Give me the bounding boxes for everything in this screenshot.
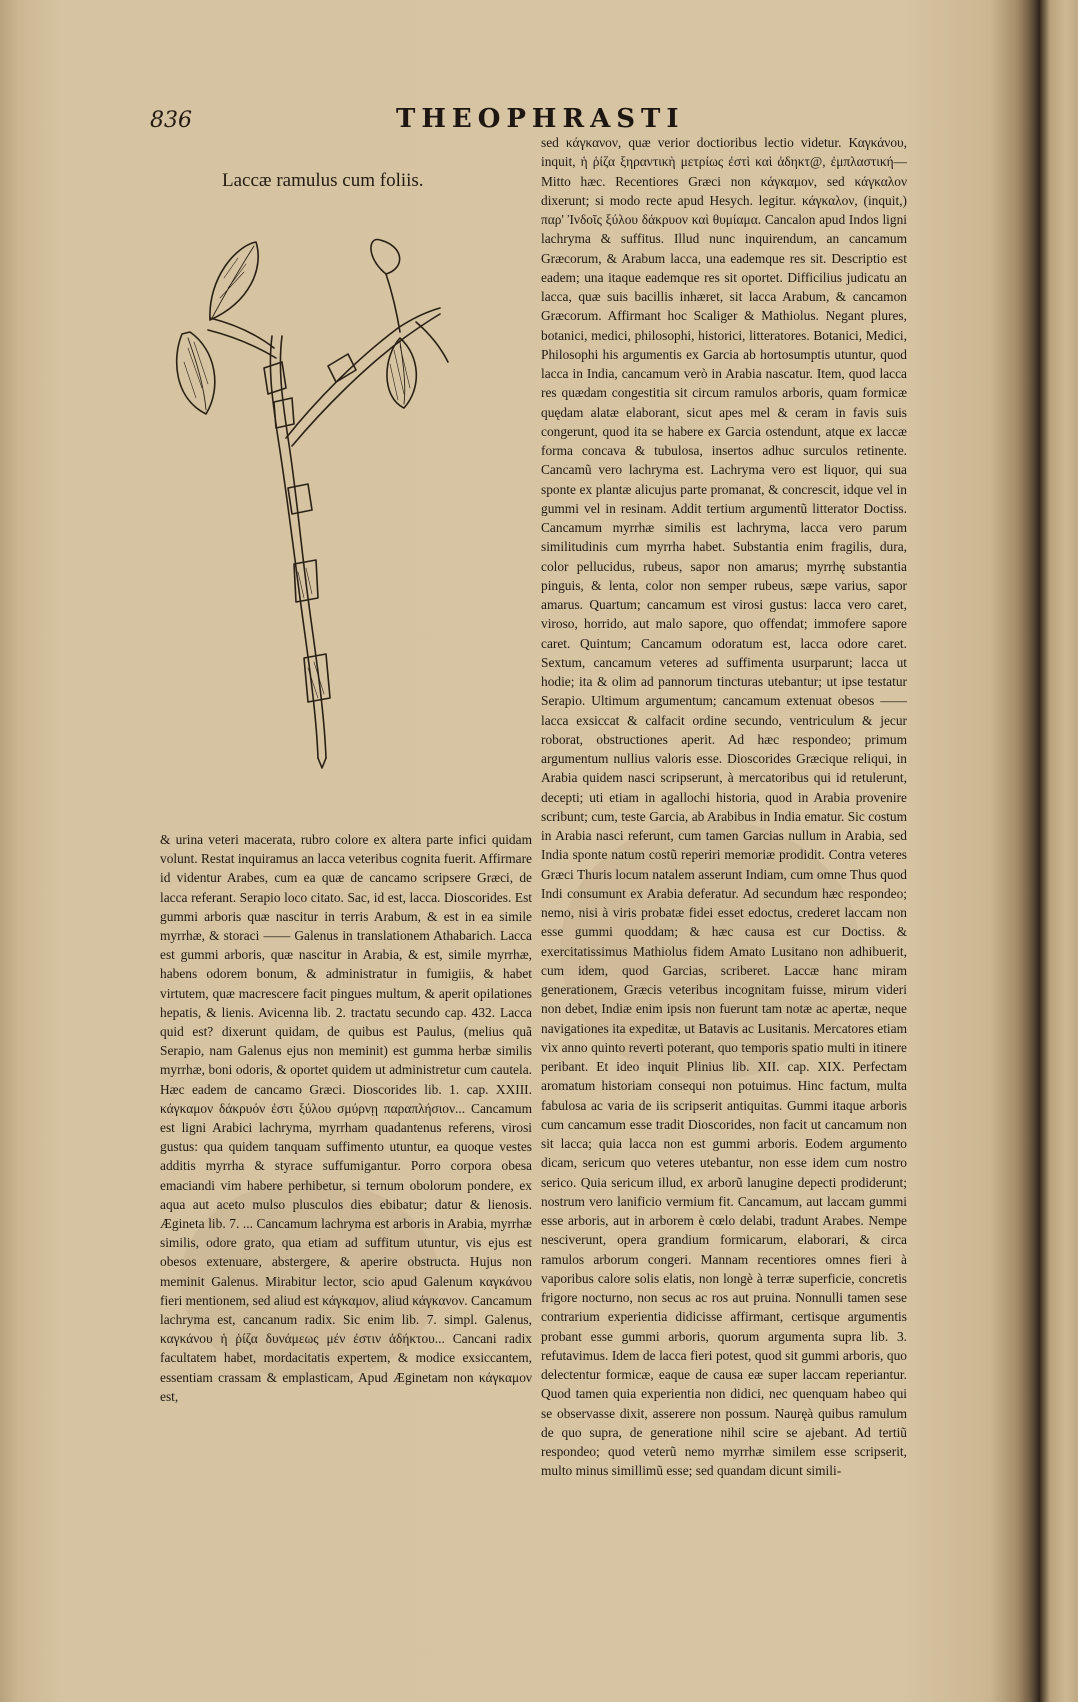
right-text-column: [541, 133, 907, 1523]
right-column-text: sed κάγκανον, quæ verior doctioribus lectio videtur. Καγκάνου, inquit, ἡ ῥίζα ξηραντικὴ μετρίως ἐστὶ καὶ ἀδηκτ@, ἐμπλαστική—Mitto hæc. Recentiores Græci non κάγκαμον, sed κάγκαλον dixerunt; si modo recte apud Hesych. legitur. κάγκαλον, (inquit,) παρ' Ἰνδοῖς ξύλου δάκρυον καὶ θυμίαμα. Cancalon apud Indos ligni lachryma & suffitus. Illud nunc inquirendum, an cancamum Græcorum, & Arabum lacca, una eademque res sit. Descriptio est eadem; una itaque eademque res sit oportet. Difficilius judicatu an lacca, quæ suis bacillis inhæret, sit lacca Arabum, & cancamon Græcorum. Affirmant hoc Scaliger & Mathiolus. Negant plures, botanici, medici, philosophi, historici, litteratores. Botanici, Medici, Philosophi his argumentis ex Garcia ab hortosumptis utuntur, quod lacca in India, cancamum verò in Arabia nascatur. Item, quod lacca res quædam congestitia sit circum ramulos arboris, quam formicæ quędam alatæ elaborant, sicut apes mel & ceram in favis suis congerunt, quod ita se habere ex Garcia ostendunt, atque ex laccæ forma concava & tubulosa, insertos adhuc surculos retinente. Cancamũ vero lachryma est. Lachryma vero est liquor, qui sua sponte ex plantæ alicujus parte promanat, & concrescit, idque vel in gummi vel in resinam. Addit tertium argumentũ litterator Doctiss. Cancamum myrrhæ similis est lachryma, lacca vero parum similitudinis cum myrrha habet. Substantia enim fragilis, dura, color pellucidus, rubeus, sapor non amarus; myrrhę substantia pinguis, & lenta, color non semper rubeus, sæpe varius, sapor amarus. Quartum; cancamum est virosi gustus: lacca vero caret, viroso, horrido, aut malo sapore, quo offendat; immofere sapore caret. Quintum; Cancamum odoratum est, lacca odore caret. Sextum, cancamum veteres ad suffimenta usurparunt; lacca ut hodie; ita & olim ad pannorum tincturas utebantur; ut ipse testatur Serapio. Ultimum argumentum; cancamum extenuat obesos —— lacca exsiccat & calfacit ordine secundo, ventriculum & jecur roborat, obstructiones aperit. Ad hæc respondeo; primum argumentum nullius valoris esse. Dioscorides Græcique reliqui, in Arabia quidem nasci scripserunt, à mercatoribus qui id retulerunt, decepti; uti etiam in agallochi historia, quod in Arabia provenire scribunt; cum, teste Garcia, ab Arabibus in India ematur. Sic costum in Arabia nasci referunt, cum tamen Garcias nullum in Arabia, sed India sponte natum costũ reperiri memoriæ prodidit. Contra veteres Græci Thuris locum natalem asserunt Indiam, cum omne Thus quod Indi consumunt ex Arabia deferatur. Ad secundum hæc respondeo; nemo, nisi à viris probatæ fidei esset edoctus, crederet laccam non esse gummi quoddam; & hæc causa est cur Doctiss. & exercitatissimus Mathiolus fidem Amato Lusitano non adhibuerit, cum idem, quod Garcias, scriberet. Laccæ hanc miram generationem, Græcis veteribus incognitam fuisse, mirum videri non debet, Indiæ enim ipsis non fuerunt tam notæ ac apertæ, neque navigationes ita expeditæ, ut Batavis ac Lusitanis. Mercatores etiam vix anno quinto reverti poterant, quo temporis spatio multi in itinere peribant. Et ideo inquit Plinius lib. XII. cap. XIX. Perfectam aromatum historiam consequi non potuimus. Hinc factum, multa fabulosa ac varia de iis scripserit antiquitas. Gummi itaque arboris cum cancamum esse tradit Dioscorides, non facit ut cancamum non sit lacca; quia lacca non est gummi arboris. Eodem argumento dicam, sericum quo veteres utebantur, non esse idem cum nostro serico. Quia sericum illud, ex arborũ lanugine depecti prodiderunt; nostrum vero lanificio vermium fit. Cancamum, aut laccam gummi esse arboris, aut in arborem è cœlo delabi, tradunt Arabes. Nempe nesciverunt, opera grandium formicarum, elaborari, & circa ramulos arborum congeri. Mannam recentiores omnes fieri à vaporibus calore solis elatis, non longè à terræ superficie, concretis frigore nocturno, non secus ac ros aut pruina. Nonnulli tamen sese contrarium experientia didicisse affirmant, certisque argumentis probant esse gummi arboris, quorum argumenta supra lib. 3. refutavimus. Idem de lacca fieri potest, quod sit gummi arboris, quo delectentur formicæ, eaque de causa eæ super laccam reperiantur. Quod tamen quia experientia non didici, nec quenquam habeo qui se observasse dixit, asserere non possum. Nauręà quibus ramulum de quo supra, de generatione nihil scire se ajebant. Ad tertiũ respondeo; quod veterũ nemo myrrhæ similem esse scripserit, multo minus simillimũ esse; sed quandam dicunt simili-: [541, 135, 907, 1479]
running-title: THEOPHRASTI: [396, 104, 685, 134]
lacca-branch-illustration: [168, 238, 508, 778]
left-column-text: & urina veteri macerata, rubro colore ex altera parte infici quidam volunt. Restat inquiramus an lacca veteribus cognita fuerit. Affirmare id videntur Arabes, cum ea quæ de cancamo scripsere Græci, de lacca referant. Serapio loco citato. Sac, id est, lacca. Dioscorides. Est gummi arboris quæ nascitur in terris Arabum, & est in ea simile myrrhæ, & storaci —— Galenus in translationem Athabarich. Lacca est gummi arboris, quæ nascitur in Arabia, & est, simile myrrhæ, habens odorem bonum, & administratur in fumigiis, & habet virtutem, quæ macrescere facit pingues multum, & aperit opilationes hepatis, & lienis. Avicenna lib. 2. tractatu secundo cap. 432. Lacca quid est? dixerunt quidam, de quibus est Paulus, (melius quã Serapio, nam Galenus ejus non meminit) est gumma herbæ similis myrrhæ, boni odoris, & oportet quidem ut administretur cum cautela. Hæc eadem de cancamo Græci. Dioscorides lib. 1. cap. XXIII. κάγκαμον δάκρυόν ἐστι ξύλου σμύρνῃ παραπλήσιον... Cancamum est ligni Arabici lachryma, myrrham quadantenus referens, virosi gustus: qua quidem tanquam suffimento utuntur, ea quoque vestes additis myrrha & styrace suffumigantur. Porro corpora obesa emaciandi vim habere perhibetur, si ternum obolorum pondere, ex aqua aut aceto mulso plusculos dies ebibatur; datur & lienosis. Ægineta lib. 7. ... Cancamum lachryma est arboris in Arabia, myrrhæ similis, odore grato, qua etiam ad suffitum utuntur, vis ejus est obesos extenuare, abstergere, & aperire obstructa. Hujus non meminit Galenus. Mirabitur lector, scio apud Galenum καγκάνου fieri mentionem, sed aliud est κάγκαμον, aliud κάγκανον. Cancamum lachryma est, cancanum radix. Sic enim lib. 7. simpl. Galenus, καγκάνου ἡ ῥίζα δυνάμεως μέν ἐστιν ἀδήκτου... Cancani radix facultatem habet, mordacitatis expertem, & modice exsiccantem, essentiam crassam & emplasticam, Apud Æginetam non κάγκαμον est,: [160, 832, 532, 1404]
figure-caption: Laccæ ramulus cum foliis.: [222, 170, 424, 191]
page-number: 836: [150, 108, 192, 133]
next-page-edge: [1040, 0, 1078, 1702]
left-text-column: [160, 830, 532, 1520]
